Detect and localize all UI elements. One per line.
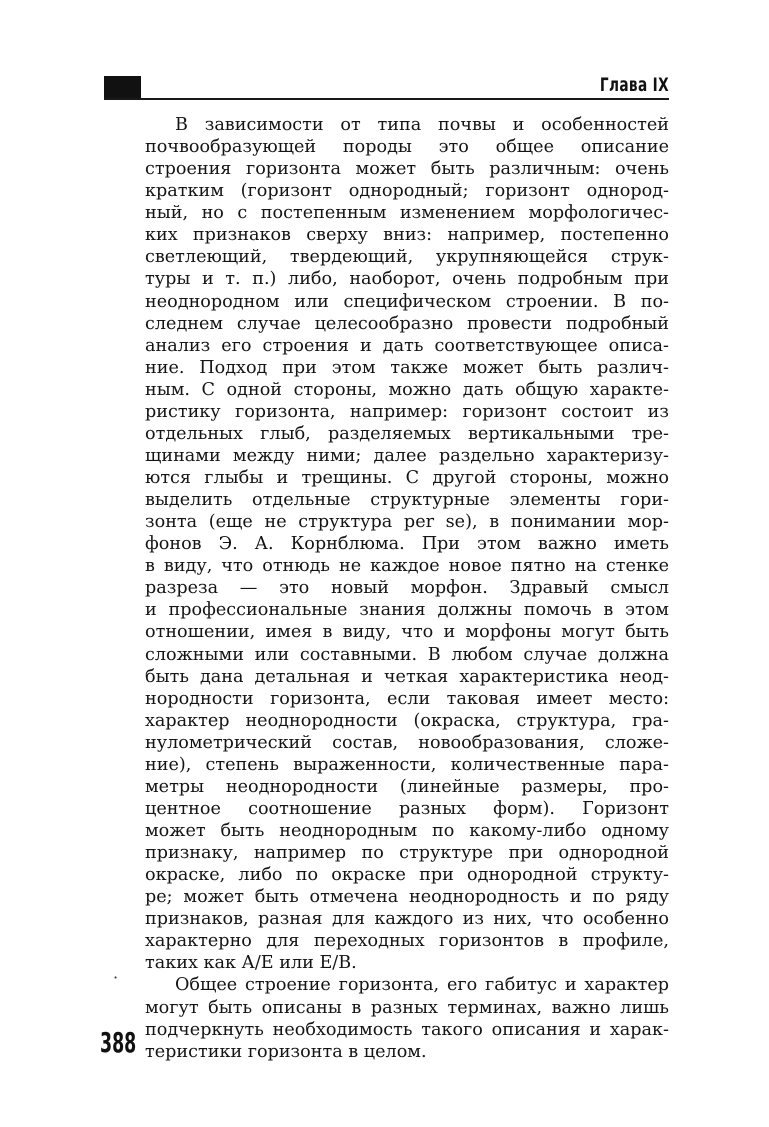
text-line: светлеющий, твердеющий, укрупняющейся струк- <box>145 247 669 268</box>
text-line: ре; может быть отмечена неоднородность и по ряду <box>145 887 669 908</box>
text-line: отдельных глыб, разделяемых вертикальными тре- <box>145 423 669 444</box>
text-line: неоднородном или специфическом строении. В по- <box>145 291 669 312</box>
text-line: теристики горизонта в целом. <box>145 1041 427 1062</box>
text-line: центное соотношение разных форм). Горизонт <box>145 798 669 819</box>
text-line: подчеркнуть необходимость такого описания и харак- <box>145 1019 669 1040</box>
running-header <box>104 76 669 100</box>
text-line: и профессиональные знания должны помочь в этом <box>145 600 669 621</box>
margin-dot: · <box>113 968 119 987</box>
chapter-title: Глава IX <box>599 74 669 96</box>
text-line: метры неоднородности (линейные размеры, про- <box>145 776 669 797</box>
text-line: следнем случае целесообразно провести подробный <box>145 313 669 334</box>
body-text <box>145 114 669 1063</box>
text-line: в виду, что отнюдь не каждое новое пятно на стенке <box>145 556 669 577</box>
text-line: окраске, либо по окраске при однородной структу- <box>145 865 669 886</box>
text-line: зонта (еще не структура per se), в понимании мор- <box>145 512 669 533</box>
text-line: кратким (горизонт однородный; горизонт однород- <box>145 181 669 202</box>
text-line: почвообразующей породы это общее описание <box>145 137 669 158</box>
text-line: признаку, например по структуре при однородной <box>145 843 669 864</box>
text-line: сложными или составными. В любом случае должна <box>145 644 669 665</box>
text-line: признаков, разная для каждого из них, что особенно <box>145 909 669 930</box>
text-line: фонов Э. А. Корнблюма. При этом важно иметь <box>145 534 669 555</box>
text-line: ются глыбы и трещины. С другой стороны, можно <box>145 468 669 488</box>
text-line: быть дана детальная и четкая характеристика неод- <box>145 666 669 687</box>
text-line: строения горизонта может быть различным: очень <box>145 159 669 180</box>
text-line: ристику горизонта, например: горизонт состоит из <box>145 401 669 422</box>
text-line: В зависимости от типа почвы и особенностей <box>175 115 669 135</box>
page-number: 388 <box>100 1026 137 1059</box>
text-line: туры и т. п.) либо, наоборот, очень подробным при <box>145 269 669 290</box>
text-line: отношении, имея в виду, что и морфоны могут быть <box>145 622 669 643</box>
text-line: выделить отдельные структурные элементы гори- <box>145 490 669 511</box>
text-line: характер неоднородности (окраска, структура, гра- <box>145 710 669 731</box>
text-line: характерно для переходных горизонтов в профиле, <box>145 931 669 952</box>
header-black-block <box>104 76 141 98</box>
text-line: ние. Подход при этом также может быть различ- <box>145 357 669 378</box>
text-line: ких признаков сверху вниз: например, постепенно <box>145 225 669 246</box>
text-line: нородности горизонта, если таковая имеет место: <box>145 688 669 709</box>
text-line: могут быть описаны в разных терминах, важно лишь <box>145 997 669 1018</box>
text-line: Общее строение горизонта, его габитус и характер <box>175 975 669 996</box>
text-line: щинами между ними; далее раздельно характеризу- <box>145 445 669 466</box>
text-line: может быть неоднородным по какому-либо одному <box>145 821 669 841</box>
text-line: нулометрический состав, новообразования, сложе- <box>145 732 669 753</box>
text-line: ный, но с постепенным изменением морфологичес- <box>145 203 669 224</box>
text-line: таких как А/Е или Е/В. <box>145 953 357 974</box>
text-line: анализ его строения и дать соответствующее описа- <box>145 335 669 356</box>
text-line: ным. С одной стороны, можно дать общую характе- <box>145 379 669 400</box>
text-line: разреза — это новый морфон. Здравый смысл <box>145 578 669 599</box>
text-line: ние), степень выраженности, количественные пара- <box>145 754 669 775</box>
